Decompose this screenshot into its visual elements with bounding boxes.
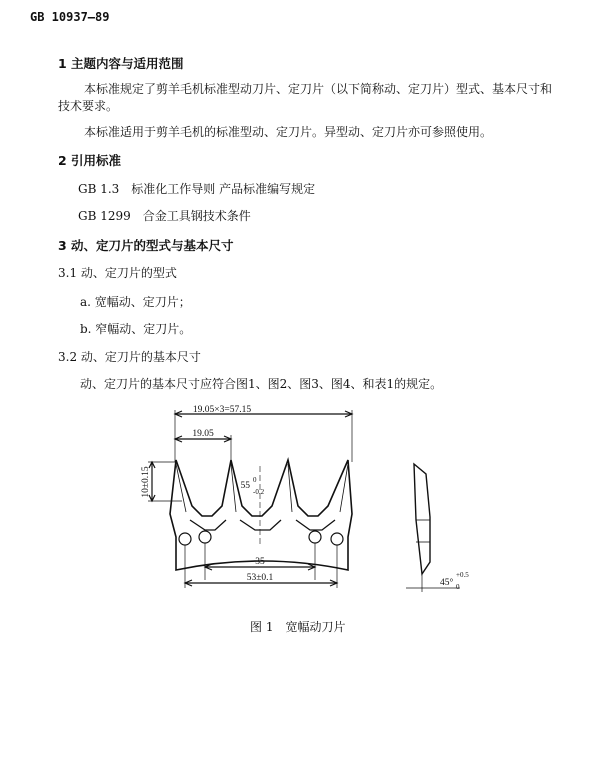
dim-53-label: 53±0.1 (246, 573, 274, 583)
section-3-2-text: 动、定刀片的基本尺寸应符合图1、图2、图3、图4、和表1的规定。 (80, 377, 443, 391)
slot (190, 520, 226, 530)
blade-drawing-svg (130, 402, 475, 597)
dim-height-label: 10±0.15 (141, 466, 151, 498)
dim-depth-label: 55 (240, 481, 250, 491)
hole (179, 533, 191, 545)
standard-code: GB 10937—89 (30, 10, 110, 24)
section-1-title: 1 主题内容与适用范围 (58, 56, 184, 71)
dim-depth-tol2-label: -0.2 (253, 488, 265, 496)
section-3-1-title: 3.1 动、定刀片的型式 (58, 266, 177, 280)
dim-depth-tol-label: 0 (253, 476, 257, 484)
dim-pitch-label: 19.05 (192, 429, 214, 439)
hole (331, 533, 343, 545)
figure-caption: 图 1 宽幅动刀片 (250, 620, 346, 634)
dim-angle-label: 45° (440, 578, 454, 588)
reference-item: GB 1.3 标准化工作导则 产品标准编写规定 (78, 182, 316, 196)
slot (296, 520, 335, 530)
tooth-edge (176, 464, 186, 512)
section-3-2-title: 3.2 动、定刀片的基本尺寸 (58, 350, 201, 364)
side-view-outline (414, 464, 430, 574)
slot (240, 520, 281, 530)
hole (199, 531, 211, 543)
section-2-title: 2 引用标准 (58, 153, 122, 168)
section-1-para2: 本标准适用于剪羊毛机的标准型动、定刀片。异型动、定刀片亦可参照使用。 (84, 125, 493, 139)
section-1-para1-line2: 技术要求。 (58, 99, 119, 113)
list-item: b. 窄幅动、定刀片。 (80, 322, 192, 336)
hole (309, 531, 321, 543)
dim-35-label: 35 (255, 557, 265, 567)
blade-outline (170, 460, 352, 570)
reference-item: GB 1299 合金工具钢技术条件 (78, 209, 251, 223)
dim-angle-tol-label: +0.5 (456, 571, 469, 579)
section-1-para1-line1: 本标准规定了剪羊毛机标准型动刀片、定刀片（以下简称动、定刀片）型式、基本尺寸和 (84, 82, 553, 96)
dim-top-label: 19.05×3=57.15 (192, 405, 252, 415)
list-item: a. 宽幅动、定刀片； (80, 295, 191, 309)
figure-1-blade-drawing (130, 402, 475, 597)
section-3-title: 3 动、定刀片的型式与基本尺寸 (58, 238, 234, 253)
dim-angle-tol2-label: 0 (456, 583, 460, 591)
